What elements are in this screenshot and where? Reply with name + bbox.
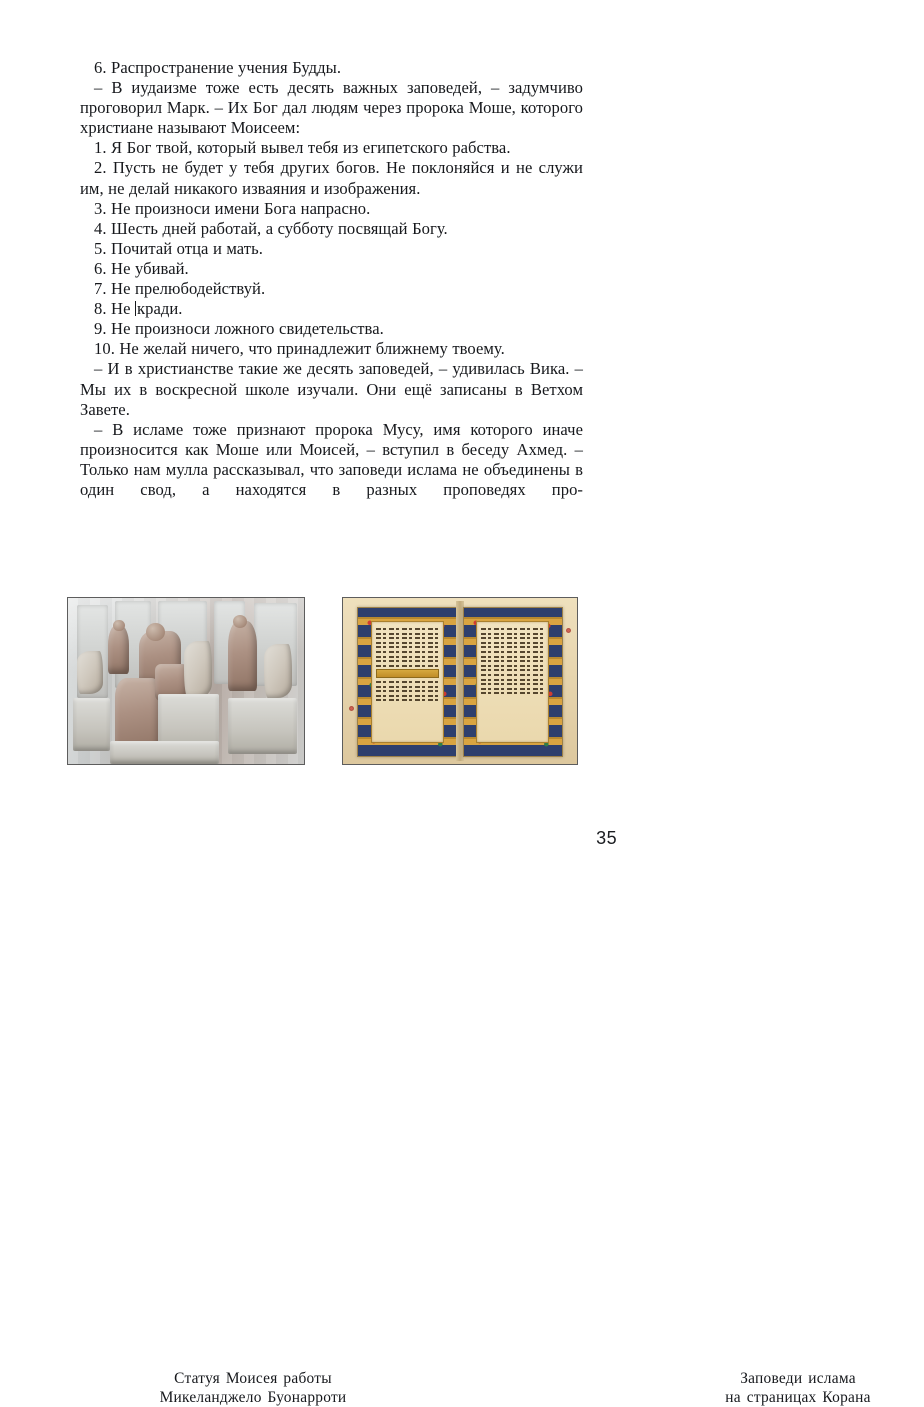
- paragraph-judaism-intro: – В иудаизме тоже есть десять важных заповедей, – задумчиво проговорил Марк. – Их Бог дал людям через пророка Моше, которого христиане называют Моисеем:: [80, 78, 583, 138]
- quran-left-text-panel: [371, 621, 444, 742]
- quran-right-page: [463, 607, 563, 757]
- paragraph-commandment-10: 10. Не желай ничего, что принадлежит ближнему твоему.: [94, 339, 505, 359]
- caption-quran-pages: [672, 1369, 924, 1407]
- caption-line-2: Микеланджело Буонарроти: [159, 1389, 347, 1406]
- text-caret: [135, 301, 136, 316]
- figure-moses-statue: [67, 597, 347, 1406]
- caption-moses-statue: [127, 1369, 379, 1407]
- photo-moses-statue: [67, 597, 305, 765]
- quran-right-text-panel: [476, 621, 549, 742]
- paragraph-commandment-2: 2. Пусть не будет у тебя других богов. Не поклоняйся и не служи им, не делай никакого изваяния и изображения.: [80, 158, 583, 198]
- body-text-column: [80, 58, 583, 500]
- paragraph-commandment-7: 7. Не прелюбодействуй.: [94, 279, 266, 299]
- caption-line-1: Заповеди ислама: [740, 1370, 856, 1387]
- paragraph-islam-reply: – В исламе тоже признают пророка Мусу, имя которого иначе произносится как Моше или Моисей, – вступил в беседу Ахмед. – Только нам мулла рассказывал, что заповеди ислама не объединены в один свод, а находятся в разных проповедях про-: [80, 419, 583, 499]
- paragraph-commandment-1: 1. Я Бог твой, который вывел тебя из египетского рабства.: [94, 138, 511, 158]
- paragraph-commandment-4: 4. Шесть дней работай, а субботу посвящай Богу.: [94, 218, 448, 238]
- commandment-8-prefix: 8. Не: [94, 299, 135, 319]
- paragraph-commandment-9: 9. Не произноси ложного свидетельства.: [94, 319, 384, 339]
- paragraph-christianity-reply: – И в христианстве такие же десять заповедей, – удивилась Вика. – Мы их в воскресной школе изучали. Они ещё записаны в Ветхом Завете.: [80, 359, 583, 419]
- paragraph-commandment-8: [80, 299, 583, 319]
- caption-line-2: на страницах Корана: [725, 1389, 871, 1406]
- paragraph-commandment-6: 6. Не убивай.: [94, 258, 189, 278]
- paragraph-commandment-5: 5. Почитай отца и мать.: [94, 238, 263, 258]
- photo-quran-pages: [342, 597, 578, 765]
- caption-line-1: Статуя Моисея работы: [174, 1370, 332, 1387]
- paragraph-commandment-3: 3. Не произноси имени Бога напрасно.: [94, 198, 371, 218]
- commandment-8-suffix: кради.: [137, 299, 183, 319]
- paragraph-item-6: 6. Распространение учения Будды.: [94, 58, 342, 77]
- page-number: 35: [596, 828, 617, 848]
- quran-left-page: [357, 607, 457, 757]
